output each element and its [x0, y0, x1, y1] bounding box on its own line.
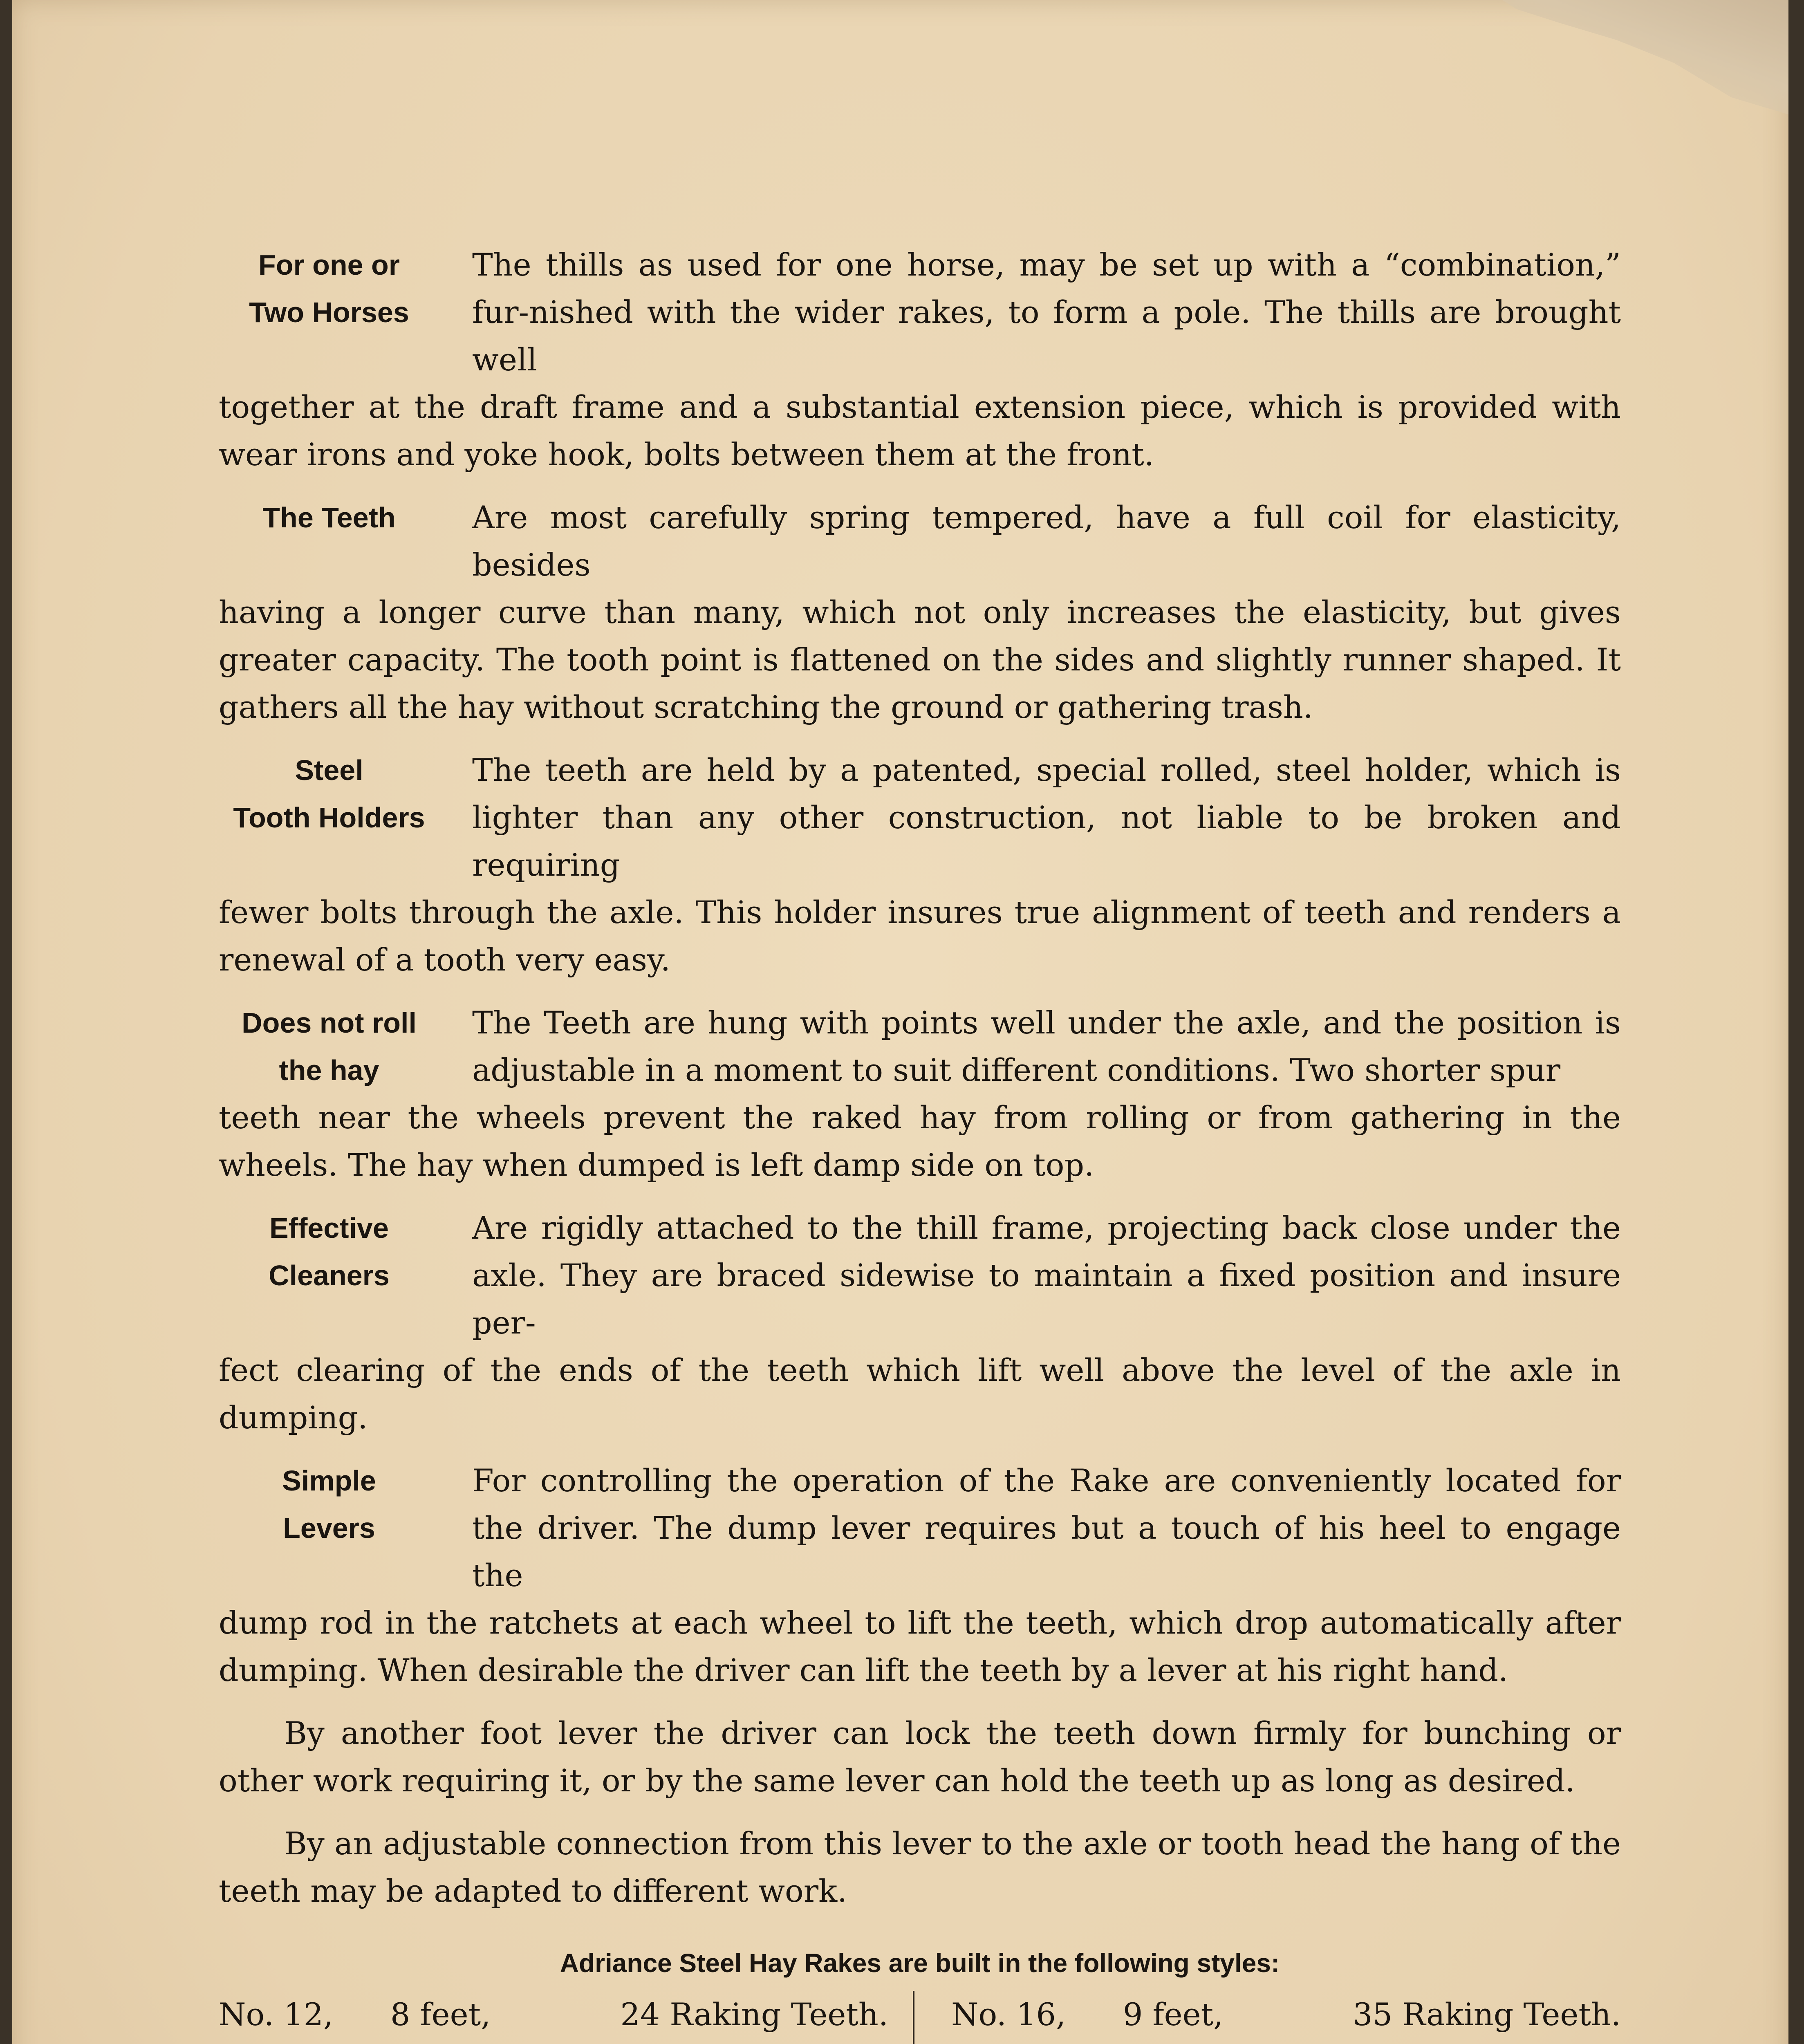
table-row: No. 16, 9 feet, 35 Raking Teeth. — [951, 1996, 1621, 2033]
section-lead: For controlling the operation of the Rake are conveniently located for the driver. The dump lever requires but a touch of his heel to engage the — [472, 1462, 1621, 1594]
styles-table-title: Adriance Steel Hay Rakes are built in the following styles: — [560, 1948, 1280, 1978]
table-row — [219, 2038, 888, 2044]
section-one-or-two-horses — [219, 241, 1621, 478]
section-lead: The Teeth are hung with points well under the axle, and the position is adjustable in a moment to suit different conditions. Two shorter spur — [472, 1004, 1621, 1088]
paragraph-foot-lever: By another foot lever the driver can lock the teeth down firmly for bunching or other work requiring it, or by the same lever can hold the teeth up as long as desired. — [219, 1715, 1621, 1799]
section-the-teeth — [219, 494, 1621, 731]
torn-corner — [1502, 0, 1788, 114]
side-heading: Steel Tooth Holders — [233, 754, 425, 834]
section-lead: Are most carefully spring tempered, have a full coil for elasticity, besides — [472, 499, 1621, 583]
section-text: fect clearing of the ends of the teeth which lift well above the level of the axle in dumping. — [219, 1352, 1621, 1436]
section-effective-cleaners — [219, 1204, 1621, 1441]
table-row: No. 12, 8 feet, 24 Raking Teeth. — [219, 1996, 888, 2033]
section-text: having a longer curve than many, which not only increases the elasticity, but gives greater capacity. The tooth point is flattened on the sides and slightly runner shaped. It gathers all the hay without scratching the ground or gathering trash. — [219, 594, 1621, 725]
styles-column-left — [219, 1991, 914, 2044]
section-text: together at the draft frame and a substantial extension piece, which is provided with wear irons and yoke hook, bolts between them at the front. — [219, 389, 1621, 473]
table-row — [951, 2038, 1621, 2044]
paragraph-adjustable-connection: By an adjustable connection from this lever to the axle or tooth head the hang of the teeth may be adapted to different work. — [219, 1825, 1621, 1909]
section-lead: The thills as used for one horse, may be set up with a “combination,” fur-nished with the wider rakes, to form a pole. The thills are brought well — [472, 247, 1621, 378]
side-heading: Simple Levers — [282, 1465, 376, 1544]
section-lead: The teeth are held by a patented, special rolled, steel holder, which is lighter than any other construction, not liable to be broken and requiring — [472, 752, 1621, 883]
section-text: teeth near the wheels prevent the raked hay from rolling or from gathering in the wheels. The hay when dumped is left damp side on top. — [219, 1099, 1621, 1183]
page-body — [219, 241, 1621, 2044]
document-page — [12, 0, 1788, 2044]
side-heading: The Teeth — [262, 502, 396, 533]
styles-table — [219, 1991, 1621, 2044]
section-simple-levers — [219, 1457, 1621, 1694]
section-text: fewer bolts through the axle. This holder insures true alignment of teeth and renders a renewal of a tooth very easy. — [219, 894, 1621, 978]
styles-column-right — [914, 1991, 1621, 2044]
side-heading: Does not roll the hay — [242, 1007, 417, 1086]
section-steel-tooth-holders — [219, 746, 1621, 984]
side-heading: Effective Cleaners — [269, 1212, 390, 1291]
section-lead: Are rigidly attached to the thill frame, projecting back close under the axle. They are braced sidewise to maintain a fixed position and insure per- — [472, 1210, 1621, 1341]
side-heading: For one or Two Horses — [249, 249, 409, 328]
section-does-not-roll — [219, 999, 1621, 1189]
section-text: dump rod in the ratchets at each wheel to lift the teeth, which drop automatically after dumping. When desirable the driver can lift the teeth by a lever at his right hand. — [219, 1605, 1621, 1688]
